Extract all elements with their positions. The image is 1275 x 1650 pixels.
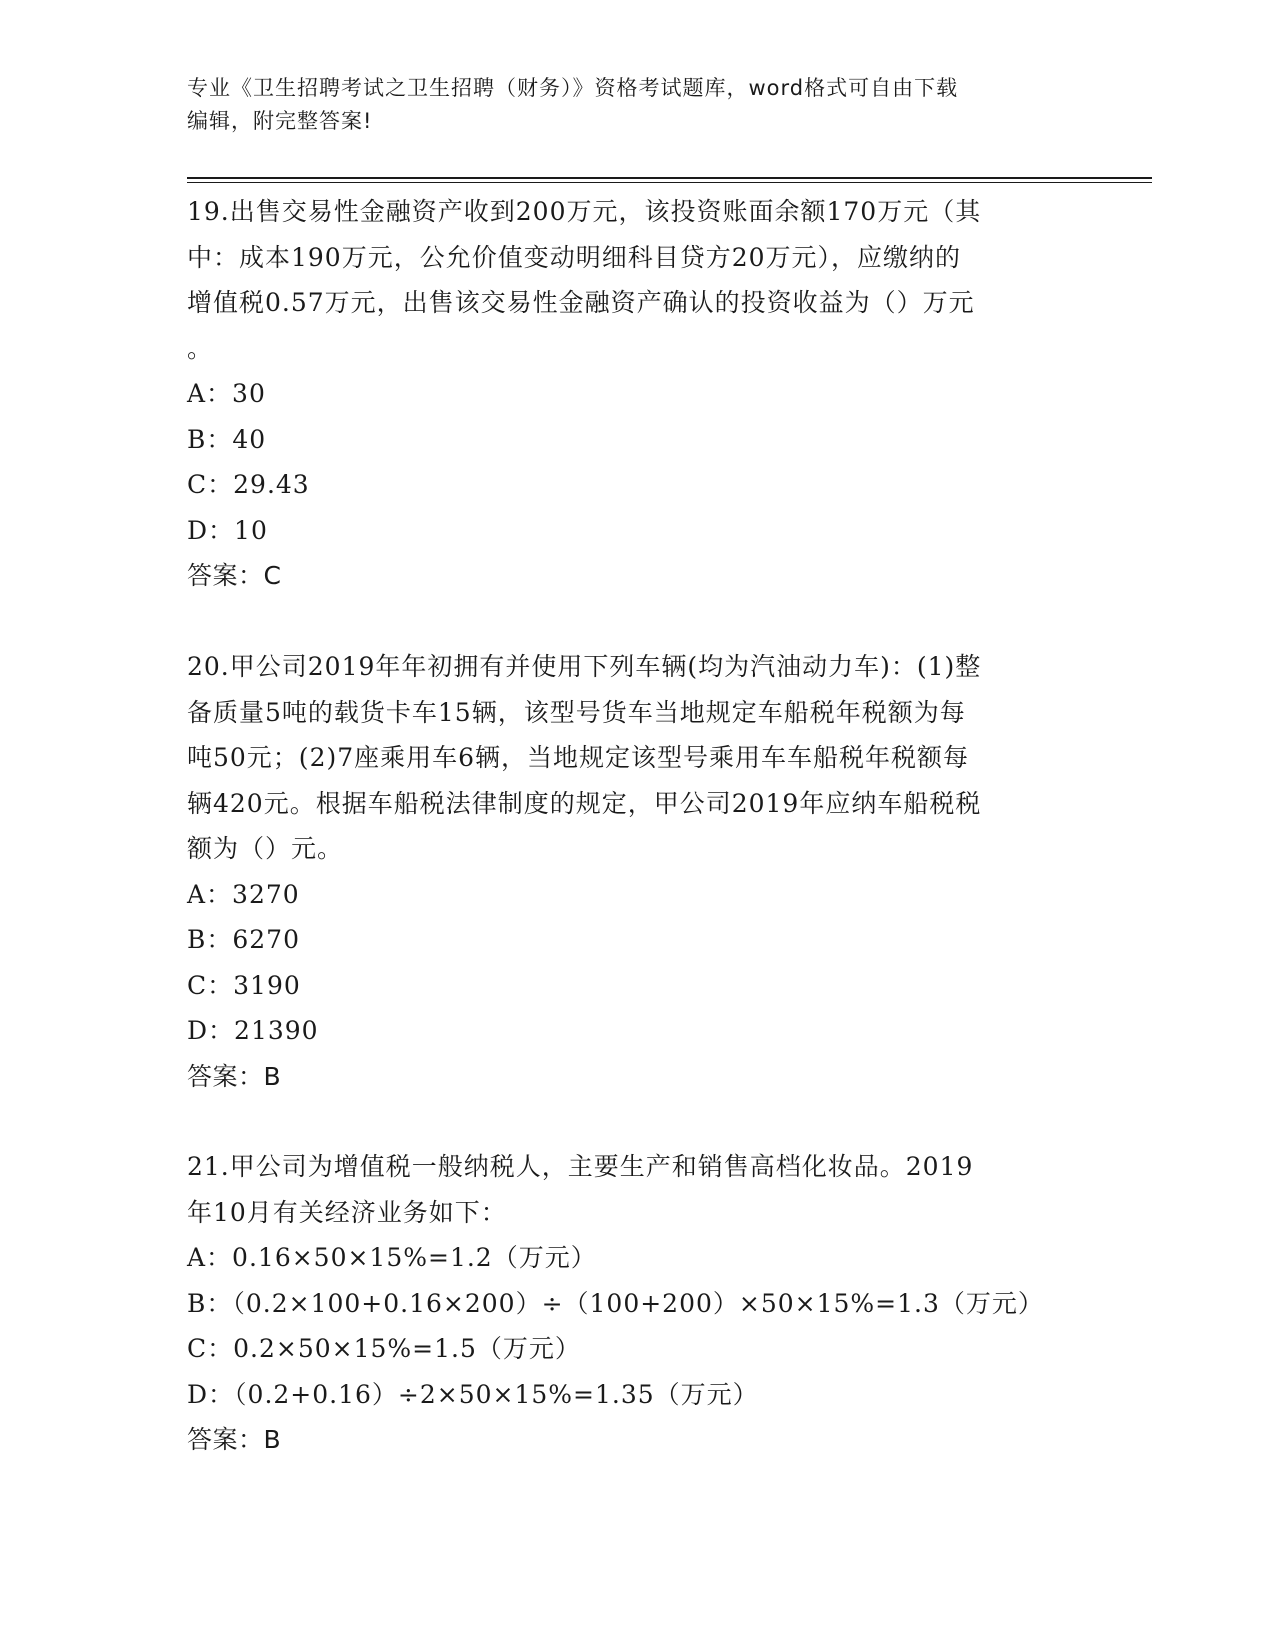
question-21 bbox=[187, 1144, 1087, 1463]
option-b: B：（0.2×100+0.16×200）÷（100+200）×50×15%=1.3（万元） bbox=[187, 1288, 1044, 1318]
header-divider-thick bbox=[187, 177, 1152, 179]
stem-line: 年10月有关经济业务如下： bbox=[187, 1197, 507, 1227]
option-a: A：3270 bbox=[187, 879, 300, 909]
answer-line: 答案：B bbox=[187, 1061, 282, 1091]
option-a: A：0.16×50×15%=1.2（万元） bbox=[187, 1243, 597, 1272]
question-stem bbox=[187, 189, 1087, 371]
header-line-2: 编辑，附完整答案! bbox=[187, 109, 373, 133]
stem-line: 19.出售交易性金融资产收到200万元，该投资账面余额170万元（其 bbox=[187, 197, 982, 226]
stem-line: 。 bbox=[187, 333, 214, 363]
option-c: C：3190 bbox=[187, 970, 301, 1000]
option-b: B：6270 bbox=[187, 925, 300, 954]
header-divider-thin bbox=[187, 182, 1152, 183]
stem-line: 辆420元。根据车船税法律制度的规定，甲公司2019年应纳车船税税 bbox=[187, 788, 982, 818]
question-stem bbox=[187, 644, 1087, 872]
question-19 bbox=[187, 189, 1087, 599]
option-d: D：（0.2+0.16）÷2×50×15%=1.35（万元） bbox=[187, 1379, 759, 1409]
option-d: D：10 bbox=[187, 515, 268, 545]
question-stem bbox=[187, 1144, 1087, 1235]
stem-line: 吨50元；(2)7座乘用车6辆，当地规定该型号乘用车车船税年税额每 bbox=[187, 743, 970, 772]
answer-line: 答案：B bbox=[187, 1425, 282, 1454]
stem-line: 额为（）元。 bbox=[187, 834, 344, 863]
stem-line: 21.甲公司为增值税一般纳税人，主要生产和销售高档化妆品。2019 bbox=[187, 1152, 974, 1181]
document-header bbox=[187, 72, 1087, 138]
stem-line: 中：成本190万元，公允价值变动明细科目贷方20万元），应缴纳的 bbox=[187, 242, 962, 272]
option-d: D：21390 bbox=[187, 1016, 319, 1045]
answer-line: 答案：C bbox=[187, 561, 282, 590]
option-c: C：0.2×50×15%=1.5（万元） bbox=[187, 1334, 581, 1363]
stem-line: 增值税0.57万元，出售该交易性金融资产确认的投资收益为（）万元 bbox=[187, 288, 975, 317]
option-b: B：40 bbox=[187, 424, 267, 454]
option-c: C：29.43 bbox=[187, 470, 310, 499]
stem-line: 20.甲公司2019年年初拥有并使用下列车辆(均为汽油动力车)：(1)整 bbox=[187, 652, 982, 681]
question-20 bbox=[187, 644, 1087, 1099]
option-a: A：30 bbox=[187, 379, 266, 408]
header-line-1: 专业《卫生招聘考试之卫生招聘（财务）》资格考试题库，word格式可自由下载 bbox=[187, 76, 959, 100]
stem-line: 备质量5吨的载货卡车15辆，该型号货车当地规定车船税年税额为每 bbox=[187, 697, 966, 727]
